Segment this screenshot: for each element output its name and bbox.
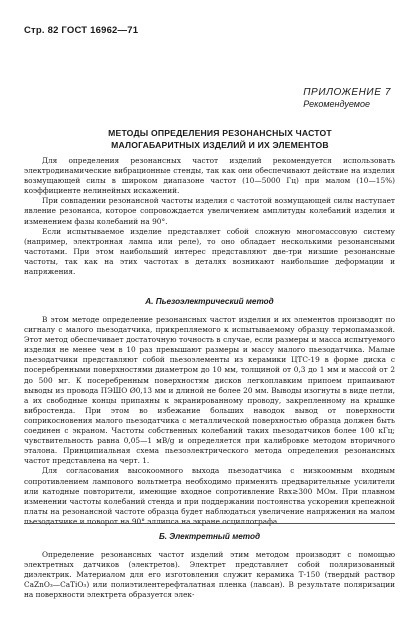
paragraph: Если испытываемое изделие представляет собой сложную многомассовую систему (например, электронная лампа или реле), то оно обладает несколькими резонансными частотами. При этом наибольший интерес представляют две-три низшие резонансные частоты, так как на этих частотах в деталях возникают наибольшие деформации и напряжения. [24, 226, 395, 277]
section-b-text [24, 550, 395, 600]
paragraph: При совпадении резонансной частоты изделия с частотой возмущающей силы наступает явление резонанса, которое сопровождается увеличением амплитуды колебаний изделия и изменением фазы колебаний на 90°. [24, 196, 395, 226]
page-header: Стр. 82 ГОСТ 16962—71 [24, 25, 139, 36]
intro-text [24, 156, 395, 277]
paragraph: Для согласования высокоомного выхода пьезодатчика с низкоомным входным сопротивлением лампового вольтметра необходимо применять предварительные усилители или катодные повторители, имеющие входное сопротивление Rвх≥300 МОм. При плавном изменении частоты колебаний стенда и при поддержании постоянства ускорения крепежной платы на резонансной частоте образца будет наблюдаться увеличение напряжения на малом пьезодатчике и поворот на 90° эллипса на экране осциллографа. [24, 466, 395, 526]
section-a-text [24, 315, 395, 527]
paragraph: Для определения резонансных частот изделий рекомендуется использовать электродинамические вибрационные стенды, так как они обеспечивают действие на изделия возмущающей силы в широком диапазоне частот (10—5000 Гц) при малом (10—15%) коэффициенте нелинейных искажений. [24, 156, 395, 196]
appendix-number: ПРИЛОЖЕНИЕ 7 [303, 87, 391, 98]
appendix-label [303, 87, 391, 109]
document-title [70, 127, 370, 151]
title-line-2: МАЛОГАБАРИТНЫХ ИЗДЕЛИЙ И ИХ ЭЛЕМЕНТОВ [111, 140, 329, 150]
title-line-1: МЕТОДЫ ОПРЕДЕЛЕНИЯ РЕЗОНАНСНЫХ ЧАСТОТ [108, 128, 332, 138]
paragraph: Определение резонансных частот изделий этим методом производят с помощью электретных датчиков (электретов). Электрет представляет собой поляризованный диэлектрик. Материалом для его изготовления служит керамика Т-150 (твердый раствор CaZnO₃—CaTiO₃) или полиэтилентерефталатная пленка (лавсан). В результате поляризации на поверхности электрета образуется элек- [24, 550, 395, 600]
paragraph: В этом методе определение резонансных частот изделия и их элементов производят по сигналу с малого пьезодатчика, прикрепляемого к испытываемому образцу термопамазкой. Этот метод обеспечивает достаточную точность в случае, если размеры и масса испытуемого изделия не менее чем в 10 раз превышают размеры и массу малого пьезодатчика. Малые пьезодатчики представляют собой пьезоэлементы из керамики ЦТС-19 в форме диска с посеребренными поверхностями диаметром до 10 мм, толщиной от 0,3 до 1 мм и массой от 2 до 500 мг. К посеребренным поверхностям дисков легкоплавким припоем припаивают выводы из провода ПЭШО Ø0,13 мм и длиной не более 20 мм. Выводы изогнуты в виде петли, а их свободные концы припаяны к экранированному проводу, закрепленному на крышке вибростенда. При этом во избежание больших наводок вывод от поверхности соприкосновения малого пьезодатчика с металлической поверхностью образца должен быть соединен с экраном. Частоты собственных колебаний таких пьезодатчиков более 100 кГц; чувствительность равна 0,05—1 мВ/g и определяется при калибровке методом вторичного эталона. Принципиальная схема пьезоэлектрического метода определения резонансных частот представлена на черт. 1. [24, 315, 395, 466]
section-b-heading: Б. Электретный метод [158, 532, 261, 541]
appendix-note: Рекомендуемое [303, 99, 370, 109]
section-divider [24, 523, 395, 524]
section-a-heading: А. Пьезоэлектрический метод [145, 297, 274, 306]
